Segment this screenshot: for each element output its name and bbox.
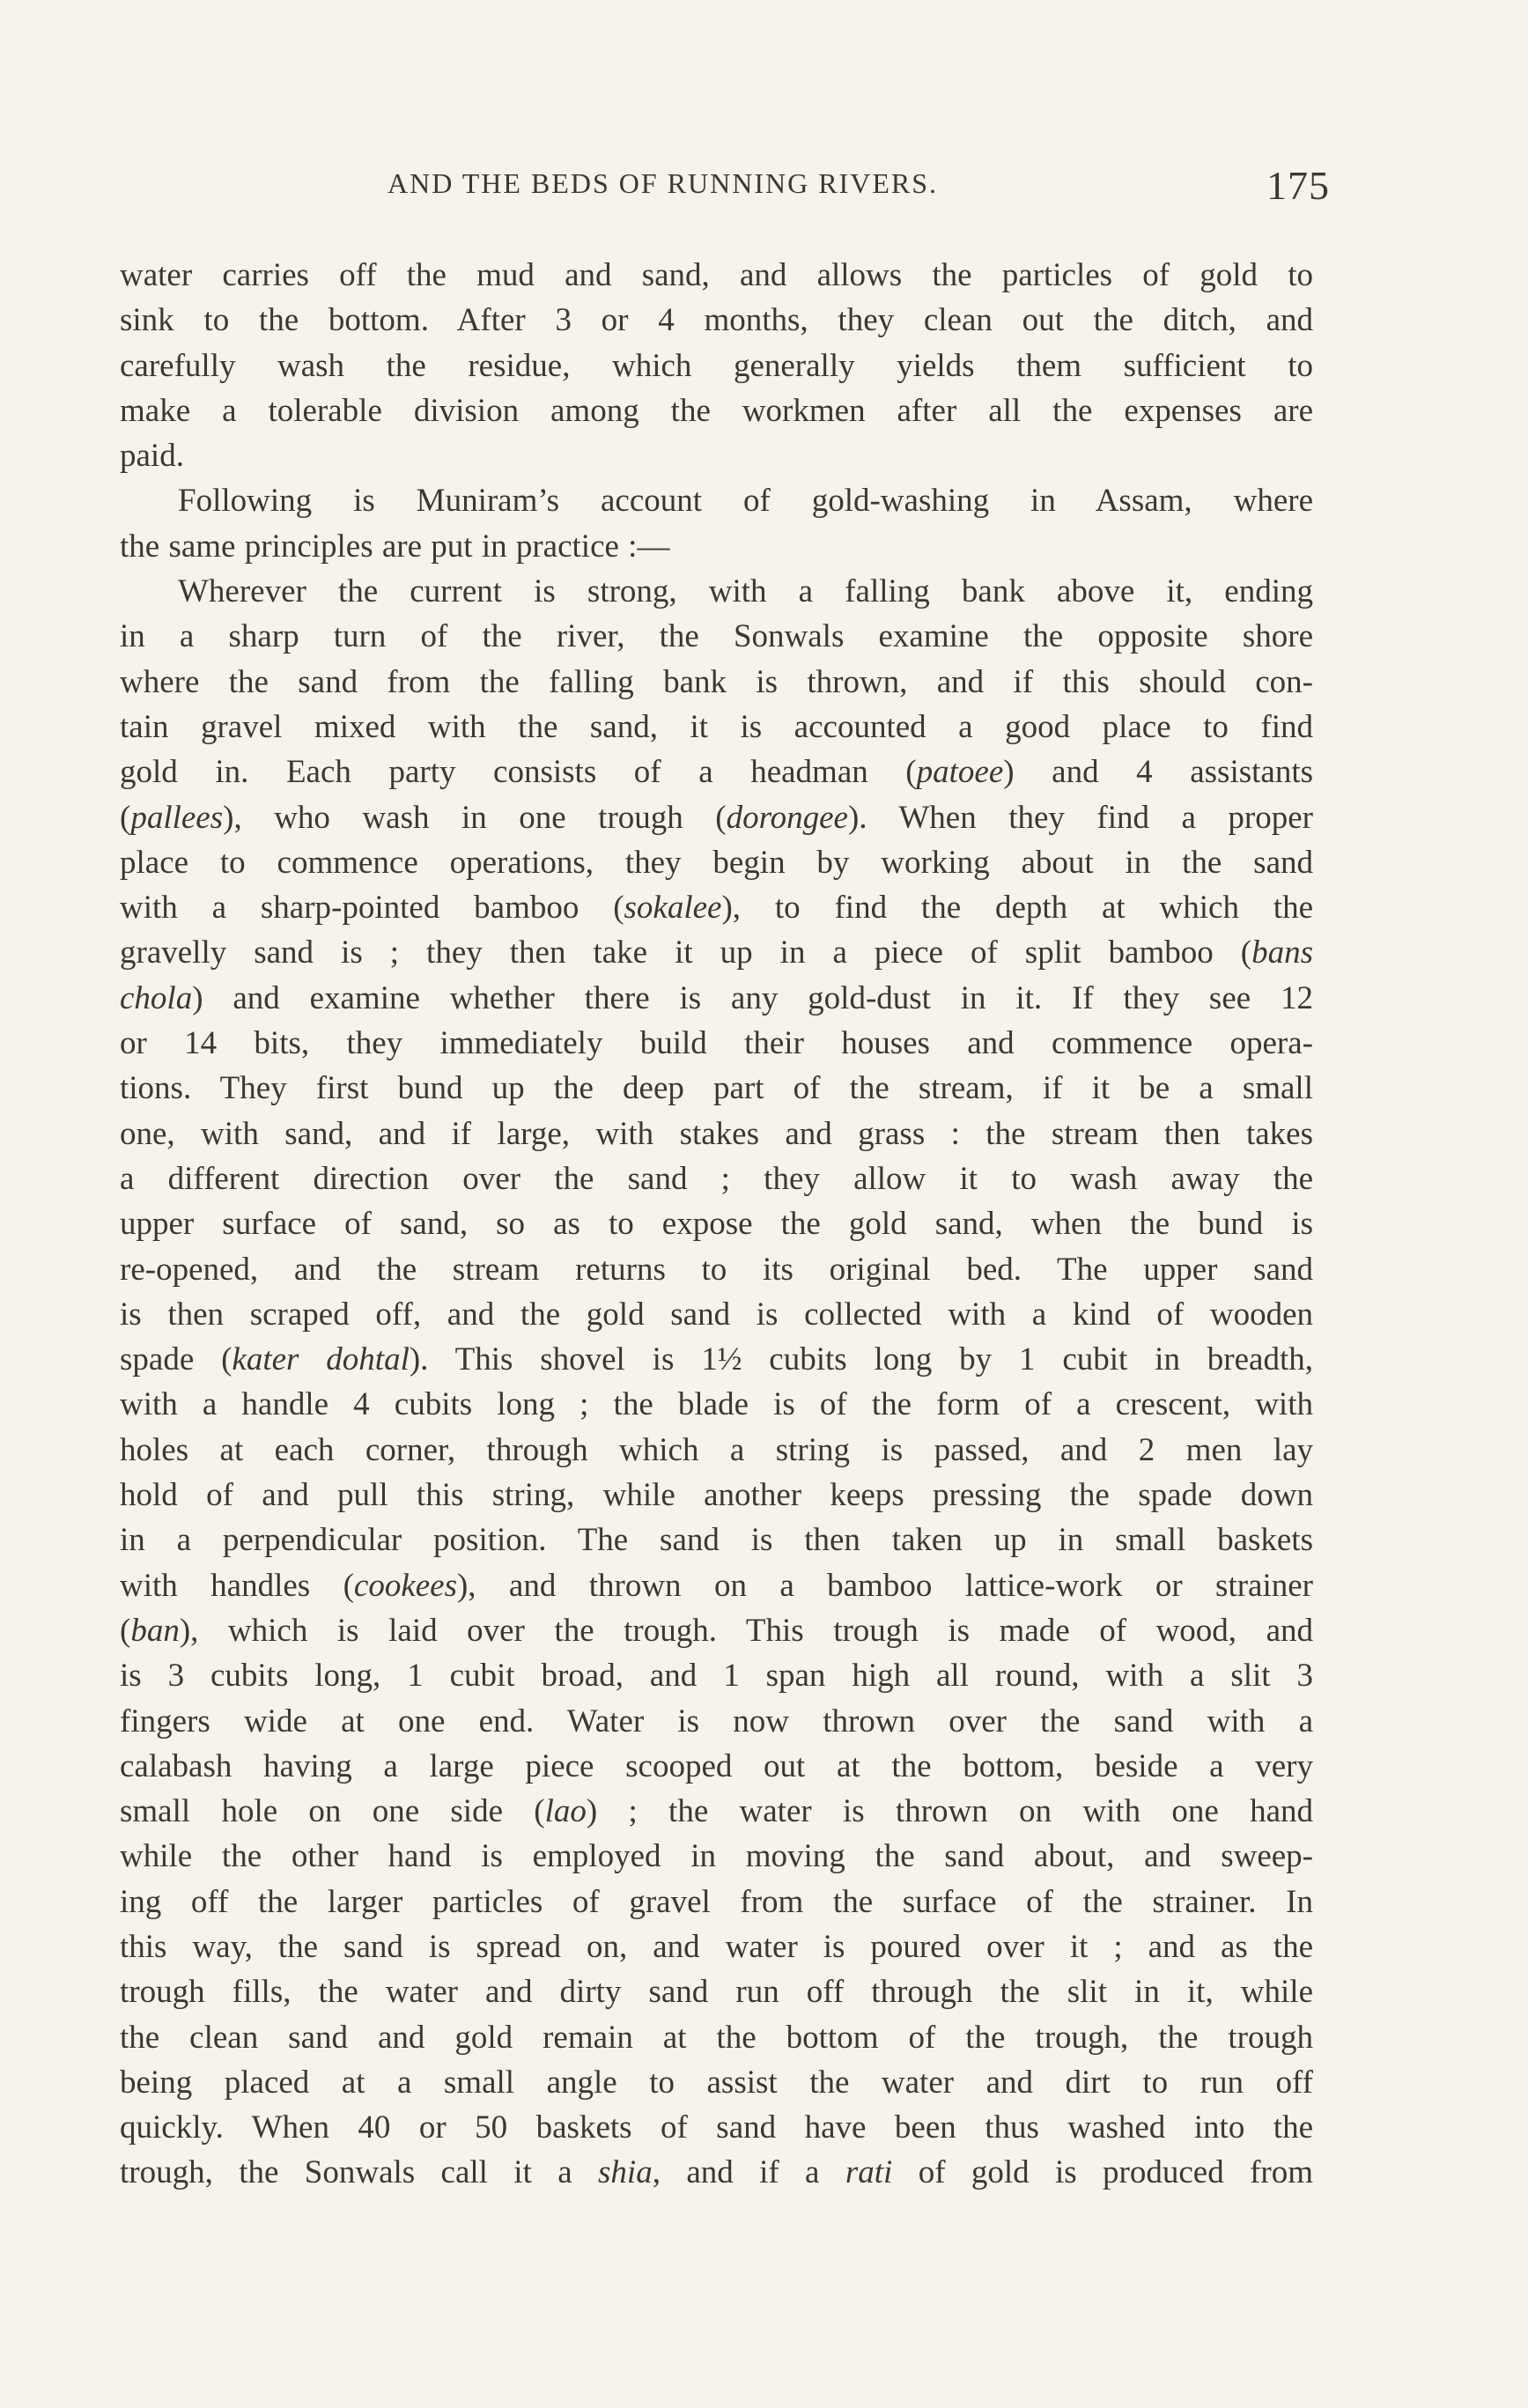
running-head: AND THE BEDS OF RUNNING RIVERS. — [388, 167, 938, 199]
text-line — [120, 1112, 1313, 1156]
body-text — [120, 253, 1313, 2196]
text-segment: while the other hand is employed in moving the sand about, and sweep- — [120, 1838, 1313, 1875]
text-line — [120, 1653, 1313, 1698]
text-segment: ing off the larger particles of gravel from the surface of the strainer. In — [120, 1883, 1313, 1920]
italic-term: pallees — [130, 799, 224, 836]
text-line — [120, 298, 1313, 343]
text-line — [120, 2105, 1313, 2150]
text-line — [120, 1563, 1313, 1608]
text-line — [120, 569, 1313, 614]
text-line — [120, 253, 1313, 298]
text-line — [120, 1473, 1313, 1518]
text-segment: ), which is laid over the trough. This trough is made of wood, and — [179, 1612, 1313, 1649]
text-segment: carefully wash the residue, which generally yields them sufficient to — [120, 347, 1313, 384]
text-segment: ) ; the water is thrown on with one hand — [586, 1793, 1313, 1830]
text-line — [120, 1608, 1313, 1653]
text-line — [120, 1699, 1313, 1744]
text-line — [120, 930, 1313, 975]
text-line — [120, 976, 1313, 1021]
text-segment: ). This shovel is 1½ cubits long by 1 cubit in breadth, — [409, 1341, 1313, 1378]
text-segment: gold in. Each party consists of a headman ( — [120, 754, 917, 791]
text-line — [120, 1789, 1313, 1834]
text-segment: this way, the sand is spread on, and water is poured over it ; and as the — [120, 1928, 1313, 1965]
text-segment: a different direction over the sand ; they allow it to wash away the — [120, 1160, 1313, 1197]
text-line — [120, 1382, 1313, 1427]
text-segment: tions. They first bund up the deep part of the stream, if it be a small — [120, 1070, 1313, 1107]
text-segment: with handles ( — [120, 1567, 354, 1604]
text-segment: upper surface of sand, so as to expose the gold sand, when the bund is — [120, 1206, 1313, 1243]
text-line — [120, 2015, 1313, 2060]
text-segment: the clean sand and gold remain at the bottom of the trough, the trough — [120, 2019, 1313, 2056]
text-segment: holes at each corner, through which a string is passed, and 2 men lay — [120, 1431, 1313, 1468]
text-line — [120, 1518, 1313, 1562]
text-segment: ( — [120, 799, 131, 836]
text-segment: ), to find the depth at which the — [721, 890, 1313, 927]
text-line — [120, 750, 1313, 794]
italic-term: sokalee — [624, 890, 722, 927]
italic-term: ban — [130, 1612, 180, 1649]
text-line — [120, 885, 1313, 930]
text-segment: with a sharp-pointed bamboo ( — [120, 890, 624, 927]
text-segment: Wherever the current is strong, with a falling bank above it, ending — [178, 573, 1313, 610]
text-segment: gravelly sand is ; they then take it up in a piece of split bamboo ( — [120, 934, 1252, 971]
text-segment: calabash having a large piece scooped out at the bottom, beside a very — [120, 1747, 1313, 1784]
text-segment: place to commence operations, they begin by working about in the sand — [120, 844, 1313, 881]
italic-term: chola — [120, 979, 193, 1016]
text-segment: being placed at a small angle to assist the water and dirt to run off — [120, 2064, 1313, 2101]
text-segment: trough, the Sonwals call it a — [120, 2154, 599, 2191]
page-header — [0, 163, 1528, 211]
text-line — [120, 388, 1313, 433]
italic-term: bans — [1251, 934, 1313, 971]
text-line — [120, 343, 1313, 388]
text-line — [120, 660, 1313, 705]
text-segment: in a perpendicular position. The sand is then taken up in small baskets — [120, 1522, 1313, 1559]
text-segment: tain gravel mixed with the sand, it is accounted a good place to find — [120, 708, 1313, 745]
italic-term: shia — [598, 2154, 653, 2191]
text-line — [120, 524, 1313, 569]
text-segment: with a handle 4 cubits long ; the blade is of the form of a crescent, with — [120, 1386, 1313, 1423]
text-line — [120, 1021, 1313, 1066]
text-segment: make a tolerable division among the workmen after all the expenses are — [120, 392, 1313, 429]
text-segment: ) and 4 assistants — [1003, 754, 1313, 791]
text-line — [120, 1744, 1313, 1789]
text-segment: ). When they find a proper — [847, 799, 1313, 836]
text-segment: is then scraped off, and the gold sand is collected with a kind of wooden — [120, 1296, 1313, 1333]
text-line — [120, 1880, 1313, 1924]
page-number: 175 — [1266, 163, 1330, 208]
text-segment: ), and thrown on a bamboo lattice-work or strainer — [456, 1567, 1313, 1604]
italic-term: kater dohtal — [232, 1341, 410, 1378]
text-line — [120, 2150, 1313, 2195]
text-line — [120, 840, 1313, 885]
text-line — [120, 614, 1313, 659]
text-line — [120, 1156, 1313, 1201]
text-line — [120, 1834, 1313, 1879]
text-line — [120, 1924, 1313, 1969]
text-segment: ( — [120, 1612, 131, 1649]
text-segment: of gold is produced from — [892, 2154, 1314, 2191]
text-line — [120, 2060, 1313, 2105]
text-line — [120, 478, 1313, 523]
text-segment: in a sharp turn of the river, the Sonwals examine the opposite shore — [120, 618, 1313, 655]
text-segment: paid. — [120, 438, 184, 475]
italic-term: dorongee — [726, 799, 848, 836]
text-segment: ), who wash in one trough ( — [223, 799, 727, 836]
text-line — [120, 1247, 1313, 1292]
text-segment: sink to the bottom. After 3 or 4 months, they clean out the ditch, and — [120, 302, 1313, 339]
text-line — [120, 795, 1313, 840]
italic-term: rati — [845, 2154, 893, 2191]
text-line — [120, 1337, 1313, 1382]
italic-term: cookees — [353, 1567, 457, 1604]
text-segment: where the sand from the falling bank is thrown, and if this should con- — [120, 663, 1313, 700]
text-segment: hold of and pull this string, while another keeps pressing the spade down — [120, 1477, 1313, 1514]
text-segment: trough fills, the water and dirty sand run off through the slit in it, while — [120, 1974, 1313, 2011]
text-line — [120, 1969, 1313, 2014]
text-segment: small hole on one side ( — [120, 1793, 545, 1830]
text-line — [120, 1292, 1313, 1337]
italic-term: lao — [544, 1793, 587, 1830]
text-segment: ) and examine whether there is any gold-dust in it. If they see 12 — [192, 979, 1313, 1016]
text-segment: or 14 bits, they immediately build their houses and commence opera- — [120, 1025, 1313, 1062]
text-line — [120, 1201, 1313, 1246]
text-segment: one, with sand, and if large, with stakes and grass : the stream then takes — [120, 1115, 1313, 1152]
text-line — [120, 433, 1313, 478]
text-segment: re-opened, and the stream returns to its original bed. The upper sand — [120, 1251, 1313, 1288]
text-line — [120, 1066, 1313, 1111]
text-segment: is 3 cubits long, 1 cubit broad, and 1 span high all round, with a slit 3 — [120, 1658, 1313, 1695]
text-segment: Following is Muniram’s account of gold-washing in Assam, where — [178, 483, 1313, 520]
text-segment: fingers wide at one end. Water is now thrown over the sand with a — [120, 1703, 1313, 1740]
text-line — [120, 705, 1313, 750]
text-segment: the same principles are put in practice :— — [120, 528, 670, 565]
text-segment: spade ( — [120, 1341, 233, 1378]
italic-term: patoee — [916, 754, 1004, 791]
text-segment: water carries off the mud and sand, and allows the particles of gold to — [120, 257, 1313, 293]
text-segment: , and if a — [652, 2154, 845, 2191]
text-segment: quickly. When 40 or 50 baskets of sand have been thus washed into the — [120, 2109, 1313, 2146]
text-line — [120, 1428, 1313, 1473]
